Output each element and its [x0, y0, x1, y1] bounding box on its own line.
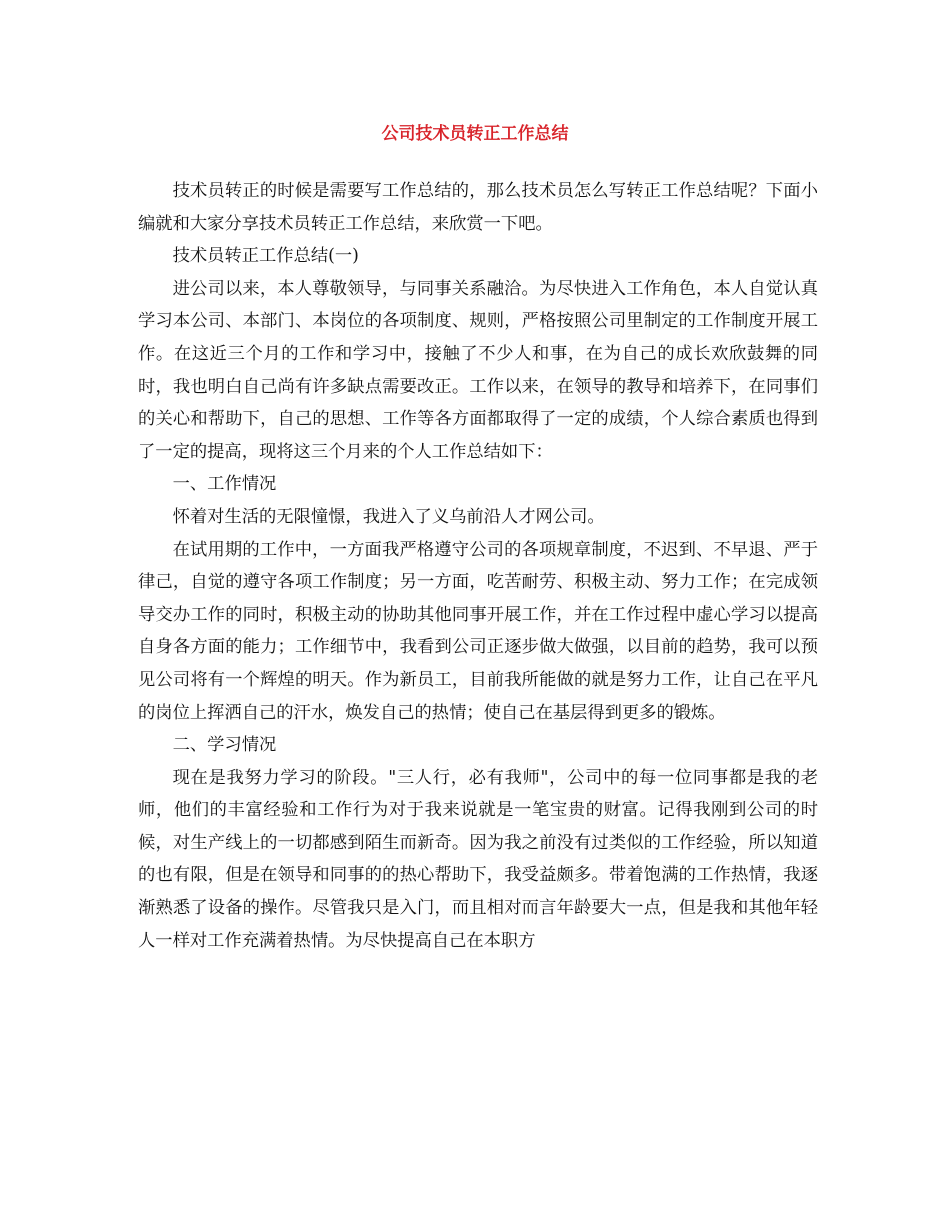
document-body [138, 175, 818, 957]
intro-paragraph: 技术员转正的时候是需要写工作总结的，那么技术员怎么写转正工作总结呢？下面小编就和大家分享技术员转正工作总结，来欣赏一下吧。 [138, 181, 818, 234]
heading-study-situation: 二、学习情况 [172, 735, 277, 756]
paragraph-learning: 现在是我努力学习的阶段。"三人行，必有我师"，公司中的每一位同事都是我的老师，他们的丰富经验和工作行为对于我来说就是一笔宝贵的财富。记得我刚到公司的时候，对生产线上的一切都感到陌生而新奇。因为我之前没有过类似的工作经验，所以知道的也有限，但是在领导和同事的的热心帮助下，我受益颇多。带着饱满的工作热情，我逐渐熟悉了设备的操作。尽管我只是入门，而且相对而言年龄要大一点，但是我和其他年轻人一样对工作充满着热情。为尽快提高自己在本职方 [138, 767, 818, 951]
paragraph-probation-work: 在试用期的工作中，一方面我严格遵守公司的各项规章制度，不迟到、不早退、严于律己，自觉的遵守各项工作制度；另一方面，吃苦耐劳、积极主动、努力工作；在完成领导交办工作的同时，积极主动的协助其他同事开展工作，并在工作过程中虚心学习以提高自身各方面的能力；工作细节中，我看到公司正逐步做大做强，以目前的趋势，我可以预见公司将有一个辉煌的明天。作为新员工，目前我所能做的就是努力工作，让自己在平凡的岗位上挥洒自己的汗水，焕发自己的热情；使自己在基层得到更多的锻炼。 [138, 539, 818, 723]
section-title-summary-one: 技术员转正工作总结(一) [172, 246, 359, 267]
paragraph-joining-company: 怀着对生活的无限憧憬，我进入了义乌前沿人才网公司。 [172, 506, 605, 527]
document-title: 公司技术员转正工作总结 [381, 124, 569, 144]
heading-work-situation: 一、工作情况 [172, 474, 277, 495]
paragraph-opening: 进公司以来，本人尊敬领导，与同事关系融洽。为尽快进入工作角色，本人自觉认真学习本公司、本部门、本岗位的各项制度、规则，严格按照公司里制定的工作制度开展工作。在这近三个月的工作和学习中，接触了不少人和事，在为自己的成长欢欣鼓舞的同时，我也明白自己尚有许多缺点需要改正。工作以来，在领导的教导和培养下，在同事们的关心和帮助下，自己的思想、工作等各方面都取得了一定的成绩，个人综合素质也得到了一定的提高，现将这三个月来的个人工作总结如下： [138, 278, 818, 462]
